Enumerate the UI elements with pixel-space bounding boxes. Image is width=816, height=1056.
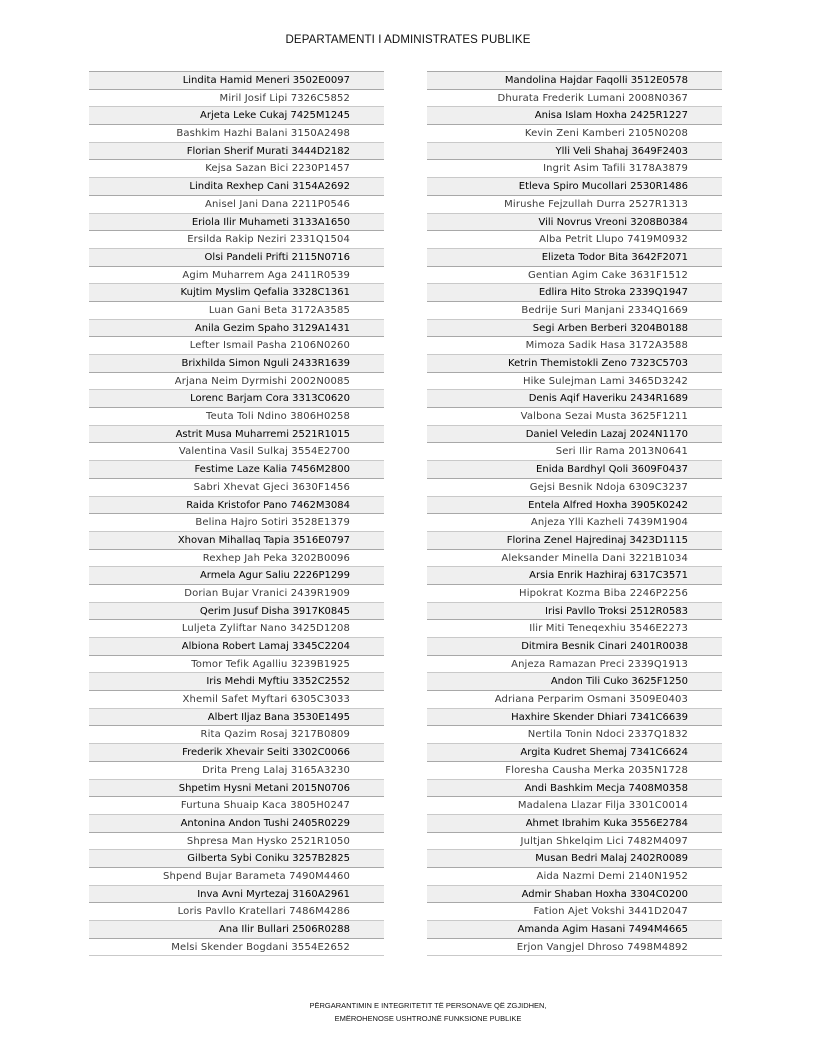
list-item: Seri Ilir Rama 2013N0641 — [427, 443, 722, 461]
list-item: Rexhep Jah Peka 3202B0096 — [89, 550, 384, 568]
right-name-list — [427, 71, 722, 956]
list-item: Brixhilda Simon Nguli 2433R1639 — [89, 355, 384, 373]
list-item: Frederik Xhevair Seiti 3302C0066 — [89, 744, 384, 762]
list-item: Daniel Veledin Lazaj 2024N1170 — [427, 426, 722, 444]
list-item: Aleksander Minella Dani 3221B1034 — [427, 550, 722, 568]
list-item: Luan Gani Beta 3172A3585 — [89, 302, 384, 320]
list-item: Armela Agur Saliu 2226P1299 — [89, 567, 384, 585]
list-item: Gentian Agim Cake 3631F1512 — [427, 267, 722, 285]
list-item: Lefter Ismail Pasha 2106N0260 — [89, 337, 384, 355]
list-item: Admir Shaban Hoxha 3304C0200 — [427, 886, 722, 904]
list-item: Mandolina Hajdar Faqolli 3512E0578 — [427, 72, 722, 90]
list-item: Astrit Musa Muharremi 2521R1015 — [89, 426, 384, 444]
list-item: Hike Sulejman Lami 3465D3242 — [427, 373, 722, 391]
list-item: Qerim Jusuf Disha 3917K0845 — [89, 603, 384, 621]
list-item: Anjeza Ramazan Preci 2339Q1913 — [427, 656, 722, 674]
footer — [0, 999, 816, 1025]
list-item: Shpend Bujar Barameta 7490M4460 — [89, 868, 384, 886]
list-item: Hipokrat Kozma Biba 2246P2256 — [427, 585, 722, 603]
list-item: Arjeta Leke Cukaj 7425M1245 — [89, 107, 384, 125]
list-item: Kujtim Myslim Qefalia 3328C1361 — [89, 284, 384, 302]
list-item: Olsi Pandeli Prifti 2115N0716 — [89, 249, 384, 267]
list-item: Erjon Vangjel Dhroso 7498M4892 — [427, 939, 722, 957]
list-item: Aida Nazmi Demi 2140N1952 — [427, 868, 722, 886]
list-item: Andi Bashkim Mecja 7408M0358 — [427, 780, 722, 798]
list-item: Furtuna Shuaip Kaca 3805H0247 — [89, 797, 384, 815]
list-item: Shpetim Hysni Metani 2015N0706 — [89, 780, 384, 798]
list-item: Xhemil Safet Myftari 6305C3033 — [89, 691, 384, 709]
footer-line-2: EMËROHENOSE USHTROJNË FUNKSIONE PUBLIKE — [334, 1014, 522, 1023]
list-item: Inva Avni Myrtezaj 3160A2961 — [89, 886, 384, 904]
list-item: Elizeta Todor Bita 3642F2071 — [427, 249, 722, 267]
list-item: Arjana Neim Dyrmishi 2002N0085 — [89, 373, 384, 391]
list-item: Lindita Hamid Meneri 3502E0097 — [89, 72, 384, 90]
list-item: Ylli Veli Shahaj 3649F2403 — [427, 143, 722, 161]
list-item: Anjeza Ylli Kazheli 7439M1904 — [427, 514, 722, 532]
list-item: Andon Tili Cuko 3625F1250 — [427, 673, 722, 691]
list-item: Argita Kudret Shemaj 7341C6624 — [427, 744, 722, 762]
list-item: Gilberta Sybi Coniku 3257B2825 — [89, 850, 384, 868]
list-item: Anila Gezim Spaho 3129A1431 — [89, 320, 384, 338]
list-item: Segi Arben Berberi 3204B0188 — [427, 320, 722, 338]
list-item: Anisel Jani Dana 2211P0546 — [89, 196, 384, 214]
list-item: Rita Qazim Rosaj 3217B0809 — [89, 726, 384, 744]
list-item: Belina Hajro Sotiri 3528E1379 — [89, 514, 384, 532]
list-item: Vili Novrus Vreoni 3208B0384 — [427, 214, 722, 232]
list-item: Ana Ilir Bullari 2506R0288 — [89, 921, 384, 939]
list-item: Albiona Robert Lamaj 3345C2204 — [89, 638, 384, 656]
list-item: Musan Bedri Malaj 2402R0089 — [427, 850, 722, 868]
page-title: DEPARTAMENTI I ADMINISTRATES PUBLIKE — [285, 34, 531, 46]
list-item: Nertila Tonin Ndoci 2337Q1832 — [427, 726, 722, 744]
list-item: Anisa Islam Hoxha 2425R1227 — [427, 107, 722, 125]
list-item: Lorenc Barjam Cora 3313C0620 — [89, 390, 384, 408]
list-item: Adriana Perparim Osmani 3509E0403 — [427, 691, 722, 709]
list-item: Floresha Causha Merka 2035N1728 — [427, 762, 722, 780]
list-item: Shpresa Man Hysko 2521R1050 — [89, 833, 384, 851]
list-item: Bashkim Hazhi Balani 3150A2498 — [89, 125, 384, 143]
list-item: Tomor Tefik Agalliu 3239B1925 — [89, 656, 384, 674]
list-item: Amanda Agim Hasani 7494M4665 — [427, 921, 722, 939]
list-item: Albert Iljaz Bana 3530E1495 — [89, 709, 384, 727]
list-item: Arsia Enrik Hazhiraj 6317C3571 — [427, 567, 722, 585]
list-item: Haxhire Skender Dhiari 7341C6639 — [427, 709, 722, 727]
list-item: Eriola Ilir Muhameti 3133A1650 — [89, 214, 384, 232]
list-item: Valbona Sezai Musta 3625F1211 — [427, 408, 722, 426]
list-item: Ersilda Rakip Neziri 2331Q1504 — [89, 231, 384, 249]
list-item: Jultjan Shkelqim Lici 7482M4097 — [427, 833, 722, 851]
list-item: Xhovan Mihallaq Tapia 3516E0797 — [89, 532, 384, 550]
list-item: Lindita Rexhep Cani 3154A2692 — [89, 178, 384, 196]
list-item: Alba Petrit Llupo 7419M0932 — [427, 231, 722, 249]
list-item: Florina Zenel Hajredinaj 3423D1115 — [427, 532, 722, 550]
list-item: Teuta Toli Ndino 3806H0258 — [89, 408, 384, 426]
list-item: Agim Muharrem Aga 2411R0539 — [89, 267, 384, 285]
list-item: Raida Kristofor Pano 7462M3084 — [89, 497, 384, 515]
list-item: Ahmet Ibrahim Kuka 3556E2784 — [427, 815, 722, 833]
list-item: Denis Aqif Haveriku 2434R1689 — [427, 390, 722, 408]
footer-line-1: PËRGARANTIMIN E INTEGRITETIT TË PERSONAVE QË ZGJIDHEN, — [309, 1001, 547, 1010]
list-item: Ditmira Besnik Cinari 2401R0038 — [427, 638, 722, 656]
list-item: Drita Preng Lalaj 3165A3230 — [89, 762, 384, 780]
list-item: Ketrin Themistokli Zeno 7323C5703 — [427, 355, 722, 373]
list-item: Dhurata Frederik Lumani 2008N0367 — [427, 90, 722, 108]
list-item: Entela Alfred Hoxha 3905K0242 — [427, 497, 722, 515]
list-item: Kejsa Sazan Bici 2230P1457 — [89, 160, 384, 178]
list-item: Florian Sherif Murati 3444D2182 — [89, 143, 384, 161]
list-item: Sabri Xhevat Gjeci 3630F1456 — [89, 479, 384, 497]
list-item: Luljeta Zyliftar Nano 3425D1208 — [89, 620, 384, 638]
list-item: Ilir Miti Teneqexhiu 3546E2273 — [427, 620, 722, 638]
list-item: Etleva Spiro Mucollari 2530R1486 — [427, 178, 722, 196]
list-item: Enida Bardhyl Qoli 3609F0437 — [427, 461, 722, 479]
left-name-list — [89, 71, 384, 956]
list-item: Kevin Zeni Kamberi 2105N0208 — [427, 125, 722, 143]
list-item: Miril Josif Lipi 7326C5852 — [89, 90, 384, 108]
list-item: Festime Laze Kalia 7456M2800 — [89, 461, 384, 479]
list-item: Ingrit Asim Tafili 3178A3879 — [427, 160, 722, 178]
list-item: Melsi Skender Bogdani 3554E2652 — [89, 939, 384, 957]
list-item: Irisi Pavllo Troksi 2512R0583 — [427, 603, 722, 621]
list-item: Edlira Hito Stroka 2339Q1947 — [427, 284, 722, 302]
list-item: Bedrije Suri Manjani 2334Q1669 — [427, 302, 722, 320]
list-item: Mimoza Sadik Hasa 3172A3588 — [427, 337, 722, 355]
list-item: Valentina Vasil Sulkaj 3554E2700 — [89, 443, 384, 461]
list-item: Mirushe Fejzullah Durra 2527R1313 — [427, 196, 722, 214]
list-item: Loris Pavllo Kratellari 7486M4286 — [89, 903, 384, 921]
list-item: Gejsi Besnik Ndoja 6309C3237 — [427, 479, 722, 497]
list-item: Iris Mehdi Myftiu 3352C2552 — [89, 673, 384, 691]
list-item: Madalena Llazar Filja 3301C0014 — [427, 797, 722, 815]
list-item: Antonina Andon Tushi 2405R0229 — [89, 815, 384, 833]
list-item: Dorian Bujar Vranici 2439R1909 — [89, 585, 384, 603]
list-item: Fation Ajet Vokshi 3441D2047 — [427, 903, 722, 921]
